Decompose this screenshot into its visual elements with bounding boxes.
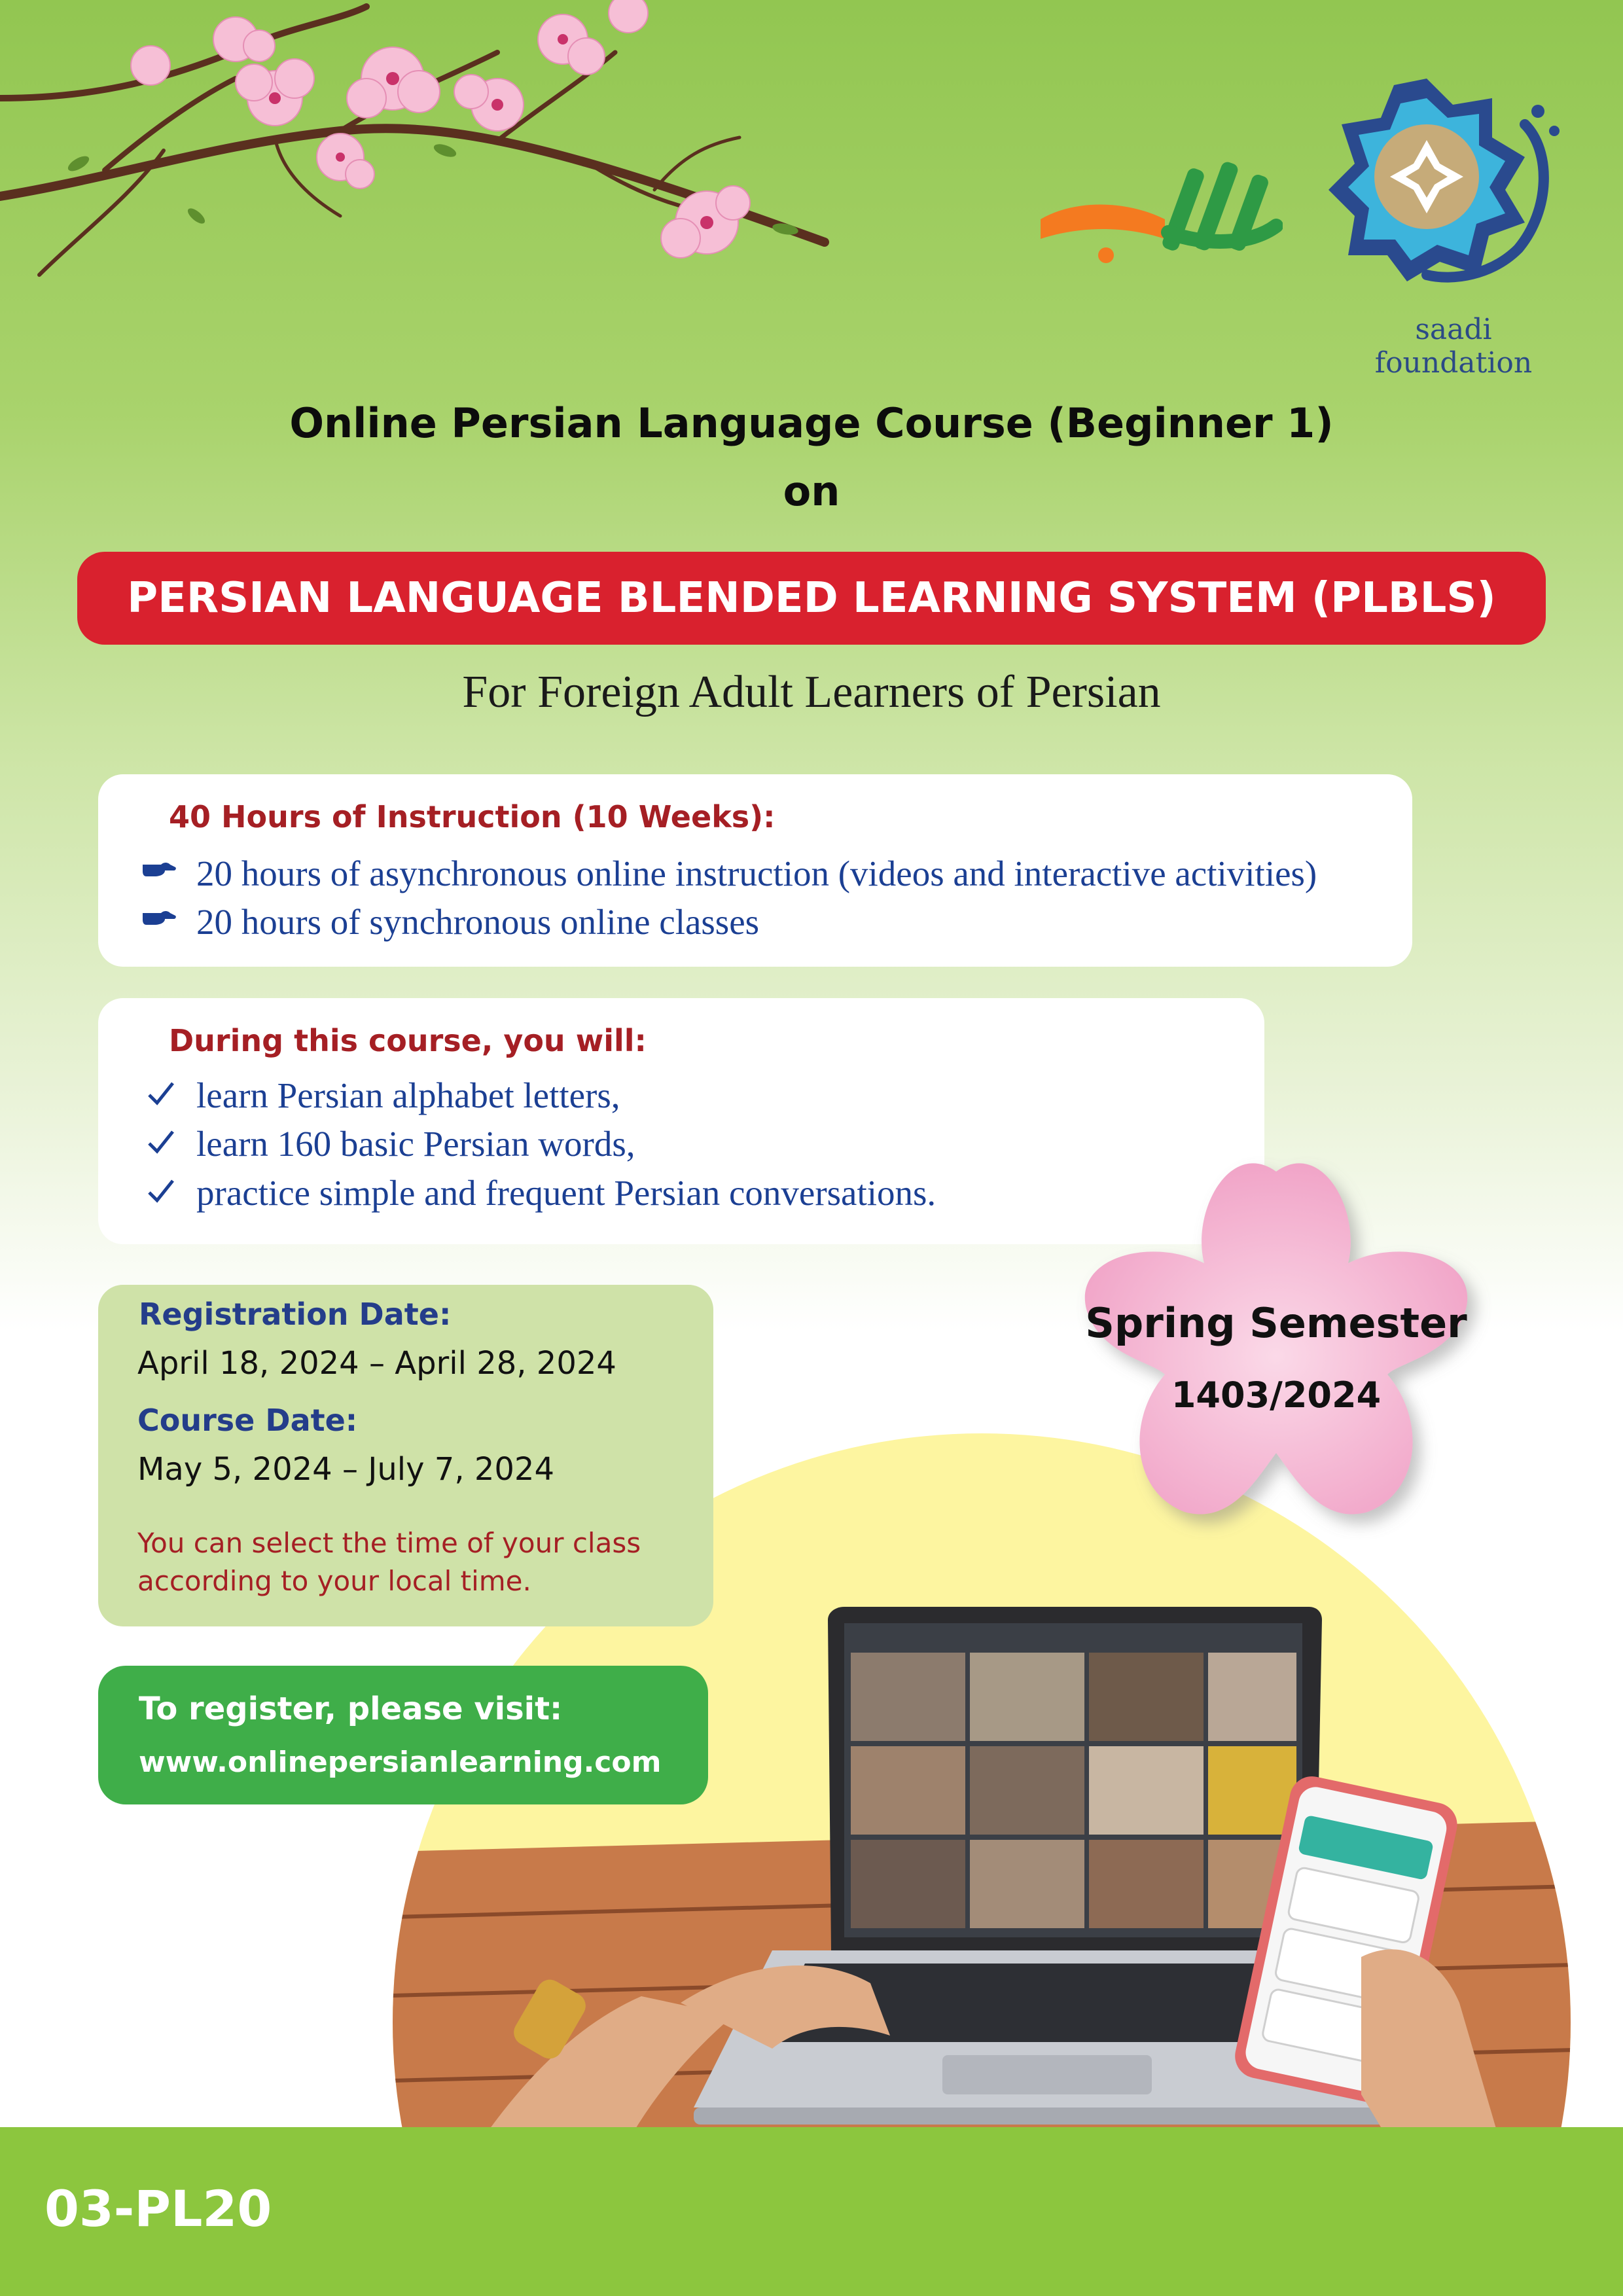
dates-panel	[98, 1285, 713, 1626]
outcome-item: practice simple and frequent Persian conversations.	[196, 1173, 936, 1213]
system-name-text: PERSIAN LANGUAGE BLENDED LEARNING SYSTEM (PLBLS)	[127, 574, 1496, 622]
registration-date-label: Registration Date:	[139, 1297, 452, 1332]
instruction-item: 20 hours of synchronous online classes	[196, 902, 760, 942]
saadi-foundation-caption: saadi foundation	[1374, 313, 1533, 380]
instruction-heading: 40 Hours of Instruction (10 Weeks):	[169, 799, 776, 834]
outcomes-heading: During this course, you will:	[169, 1023, 647, 1058]
outcome-item: learn Persian alphabet letters,	[196, 1075, 620, 1115]
class-time-note-line2: according to your local time.	[137, 1565, 531, 1597]
audience-subtitle: For Foreign Adult Learners of Persian	[462, 667, 1161, 717]
registration-link[interactable]: www.onlinepersianlearning.com	[139, 1746, 662, 1779]
document-code: 03-PL20	[45, 2179, 272, 2238]
course-date-label: Course Date:	[137, 1403, 358, 1438]
instruction-item: 20 hours of asynchronous online instruction (videos and interactive activities)	[196, 853, 1317, 893]
registration-prompt: To register, please visit:	[139, 1691, 563, 1727]
registration-date-value: April 18, 2024 – April 28, 2024	[137, 1345, 616, 1382]
course-date-value: May 5, 2024 – July 7, 2024	[137, 1451, 555, 1488]
course-title-connector: on	[783, 467, 840, 515]
semester-label: Spring Semester	[1085, 1299, 1467, 1347]
course-title: Online Persian Language Course (Beginner 1)	[289, 399, 1334, 447]
semester-year: 1403/2024	[1171, 1374, 1382, 1416]
class-time-note-line1: You can select the time of your class	[137, 1527, 641, 1559]
outcome-item: learn 160 basic Persian words,	[196, 1124, 635, 1164]
registration-panel	[98, 1666, 708, 1804]
